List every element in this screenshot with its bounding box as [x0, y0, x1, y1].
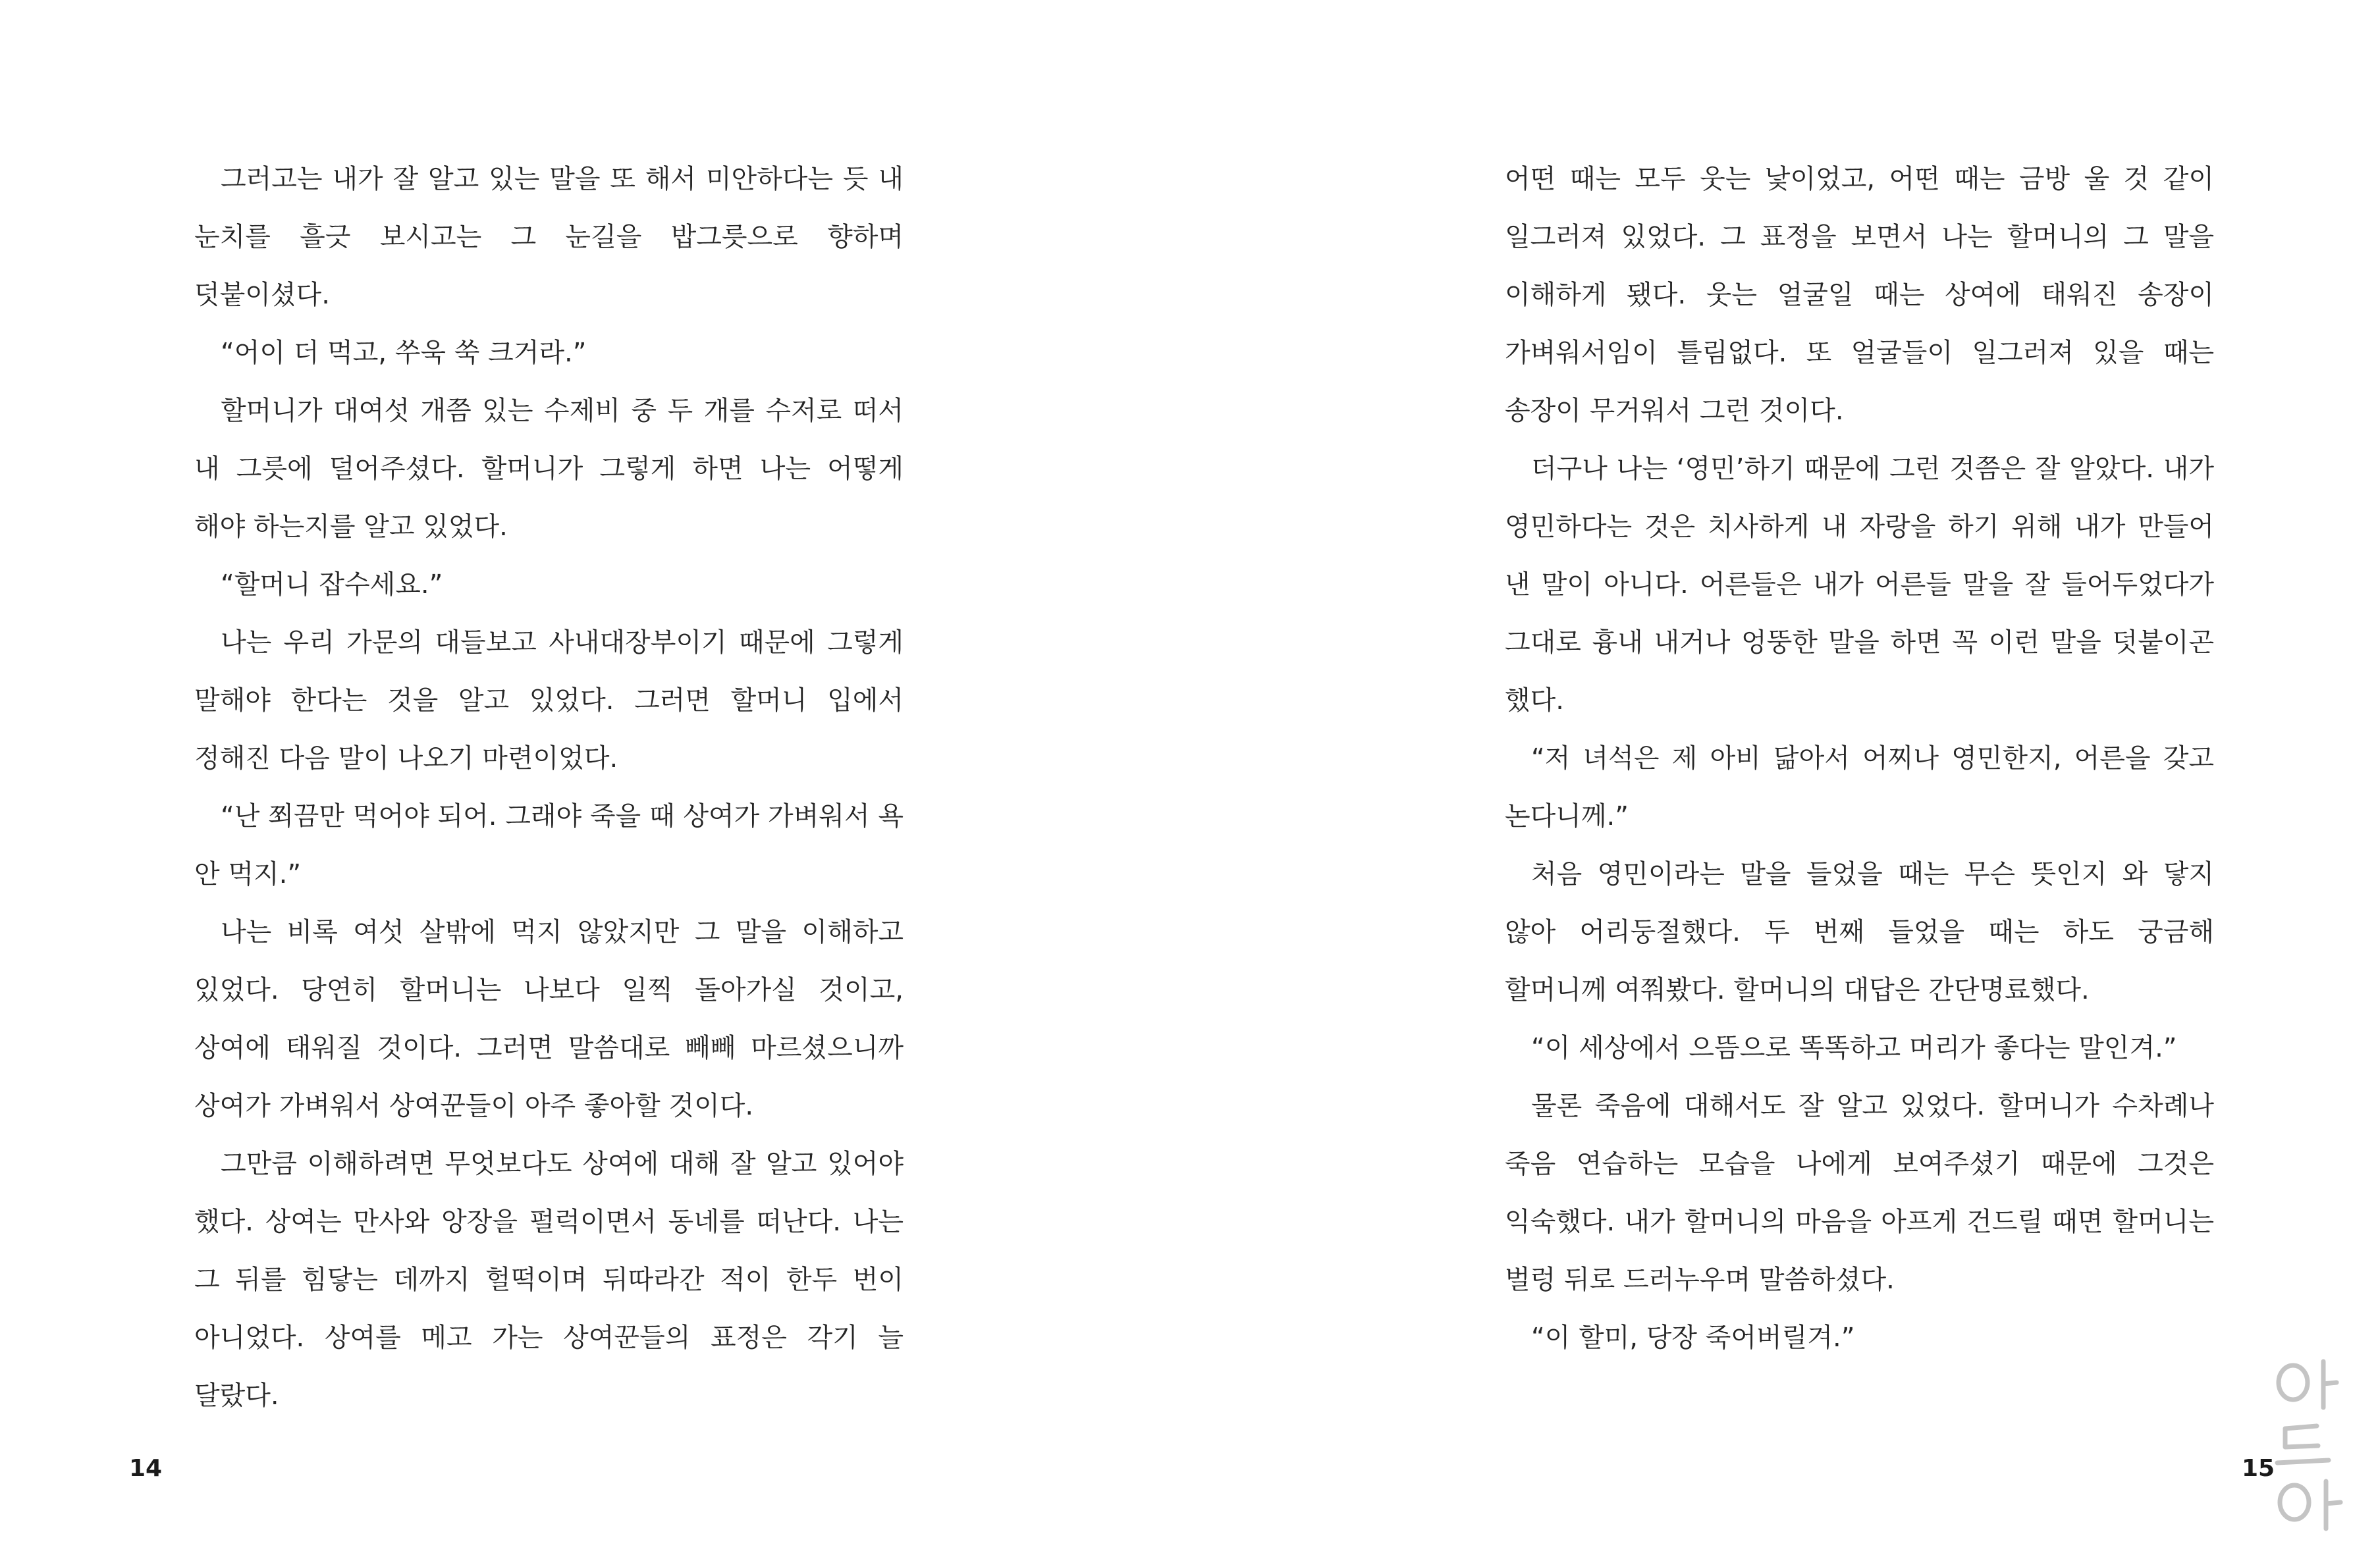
publisher-logo-icon: [2265, 1356, 2364, 1541]
paragraph: 그러고는 내가 잘 알고 있는 말을 또 해서 미안하다는 듯 내 눈치를 흘긋 보시고는 그 눈길을 밥그릇으로 향하며 덧붙이셨다.: [194, 164, 904, 310]
right-page: [1190, 0, 2380, 1555]
paragraph: 어떤 때는 모두 웃는 낯이었고, 어떤 때는 금방 울 것 같이 일그러져 있었다. 그 표정을 보면서 나는 할머니의 그 말을 이해하게 됐다. 웃는 얼굴일 때는 상여에 태워진 송장이 가벼워서임이 틀림없다. 또 얼굴들이 일그러져 있을 때는 송장이 무거워서 그런 것이다.: [1505, 164, 2214, 426]
dialogue-line: “난 쬐끔만 먹어야 되어. 그래야 죽을 때 상여가 가벼워서 욕 안 먹지.”: [194, 801, 904, 889]
paragraph: 그만큼 이해하려면 무엇보다도 상여에 대해 잘 알고 있어야 했다. 상여는 만사와 앙장을 펄럭이면서 동네를 떠난다. 나는 그 뒤를 힘닿는 데까지 헐떡이며 뒤따라간 적이 한두 번이 아니었다. 상여를 메고 가는 상여꾼들의 표정은 각기 늘 달랐다.: [194, 1149, 904, 1411]
paragraph: 처음 영민이라는 말을 들었을 때는 무슨 뜻인지 와 닿지 않아 어리둥절했다. 두 번째 들었을 때는 하도 궁금해 할머니께 여쭤봤다. 할머니의 대답은 간단명료했다.: [1505, 859, 2214, 1005]
paragraph: 물론 죽음에 대해서도 잘 알고 있었다. 할머니가 수차례나 죽음 연습하는 모습을 나에게 보여주셨기 때문에 그것은 익숙했다. 내가 할머니의 마음을 아프게 건드릴 때면 할머니는 벌렁 뒤로 드러누우며 말씀하셨다.: [1505, 1091, 2214, 1295]
right-page-body: [1505, 150, 2214, 1367]
dialogue-line: “어이 더 먹고, 쑤욱 쑥 크거라.”: [221, 338, 587, 368]
page-number-left: 14: [129, 1455, 163, 1482]
dialogue-line: “할머니 잡수세요.”: [221, 569, 443, 600]
dialogue-line: “저 녀석은 제 아비 닮아서 어찌나 영민한지, 어른을 갖고 논다니께.”: [1505, 743, 2214, 831]
dialogue-line: “이 할미, 당장 죽어버릴겨.”: [1531, 1323, 1855, 1353]
dialogue-line: “이 세상에서 으뜸으로 똑똑하고 머리가 좋다는 말인겨.”: [1531, 1033, 2177, 1063]
paragraph: 나는 비록 여섯 살밖에 먹지 않았지만 그 말을 이해하고 있었다. 당연히 할머니는 나보다 일찍 돌아가실 것이고, 상여에 태워질 것이다. 그러면 말씀대로 빼빼 마르셨으니까 상여가 가벼워서 상여꾼들이 아주 좋아할 것이다.: [194, 917, 904, 1121]
paragraph: 할머니가 대여섯 개쯤 있는 수제비 중 두 개를 수저로 떠서 내 그릇에 덜어주셨다. 할머니가 그렇게 하면 나는 어떻게 해야 하는지를 알고 있었다.: [194, 396, 904, 542]
paragraph: 나는 우리 가문의 대들보고 사내대장부이기 때문에 그렇게 말해야 한다는 것을 알고 있었다. 그러면 할머니 입에서 정해진 다음 말이 나오기 마련이었다.: [194, 627, 904, 774]
page-number-right: 15: [2242, 1455, 2275, 1482]
paragraph: 더구나 나는 ‘영민’하기 때문에 그런 것쯤은 잘 알았다. 내가 영민하다는 것은 치사하게 내 자랑을 하기 위해 내가 만들어 낸 말이 아니다. 어른들은 내가 어른들 말을 잘 들어두었다가 그대로 흉내 내거나 엉뚱한 말을 하면 꼭 이런 말을 덧붙이곤 했다.: [1505, 454, 2214, 716]
left-page-body: [194, 150, 904, 1425]
